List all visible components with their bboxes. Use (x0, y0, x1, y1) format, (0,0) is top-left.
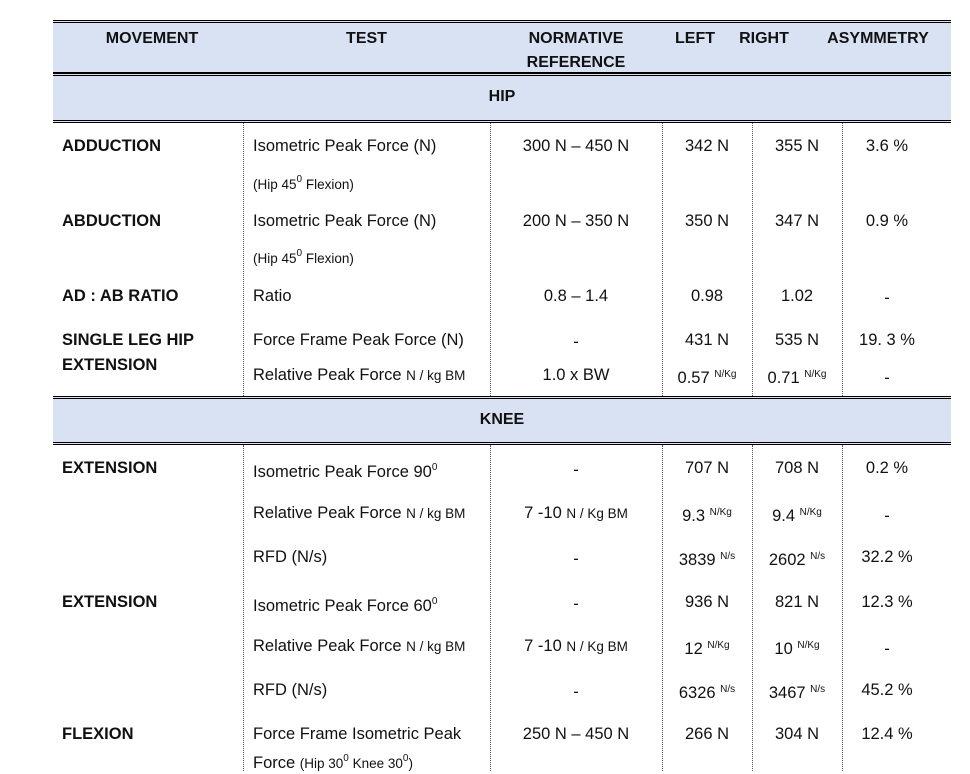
normative-extension-90-peak: - (573, 461, 579, 479)
right-single-leg-peak: 535 N (774, 331, 820, 349)
column-divider (842, 123, 843, 396)
left-flexion: 266 N (684, 725, 730, 743)
header-normative (490, 27, 662, 75)
test-extension-90-peak (253, 458, 437, 482)
test-extension-90-rfd: RFD (N/s) (253, 548, 328, 566)
asymmetry-extension-90-peak: 0.2 % (865, 459, 909, 477)
value: 3839 (678, 551, 721, 569)
section-hip (53, 73, 951, 123)
degree-sup: 0 (296, 174, 303, 185)
column-divider (490, 123, 491, 396)
right-extension-90-relative (752, 503, 842, 526)
normative-extension-60-rfd: - (573, 683, 579, 701)
left-extension-60-relative (662, 636, 752, 659)
movement-single-leg-line2: EXTENSION (62, 356, 158, 374)
value: 0.71 (767, 369, 800, 387)
test-adduction: Isometric Peak Force (N) (253, 137, 437, 155)
right-adduction: 355 N (774, 137, 820, 155)
section-title-knee: KNEE (479, 411, 525, 428)
note-text: ) (408, 756, 413, 771)
normative-single-leg-relative: 1.0 x BW (542, 366, 610, 384)
test-label: Isometric Peak Force 90 (253, 463, 432, 481)
test-single-leg-relative (253, 365, 465, 386)
header-normative-line2: REFERENCE (526, 54, 626, 71)
movement-extension-90: EXTENSION (62, 459, 158, 477)
normative-single-leg-peak: - (573, 333, 579, 351)
value: 12 (684, 640, 708, 658)
right-extension-60-relative (752, 636, 842, 659)
column-divider (662, 123, 663, 396)
value: 7 -10 (524, 504, 567, 522)
test-label: Relative Peak Force (253, 366, 407, 384)
column-divider (752, 123, 753, 396)
test-note-adduction (253, 170, 354, 195)
asymmetry-extension-60-rfd: 45.2 % (861, 681, 913, 699)
test-label: Relative Peak Force (253, 504, 407, 522)
degree-sup: 0 (296, 248, 303, 259)
note-text: Flexion) (302, 177, 354, 192)
right-extension-60-peak: 821 N (774, 593, 820, 611)
test-label: Relative Peak Force (253, 637, 407, 655)
normative-flexion: 250 N – 450 N (522, 725, 630, 743)
normative-adduction: 300 N – 450 N (522, 137, 630, 155)
normative-extension-90-relative (490, 503, 662, 524)
movement-flexion: FLEXION (62, 725, 134, 743)
left-extension-60-rfd (662, 680, 752, 703)
unit-sup: N/s (720, 684, 736, 695)
normative-abduction: 200 N – 350 N (522, 212, 630, 230)
unit-sup: N/Kg (797, 640, 820, 651)
value: 10 (774, 640, 798, 658)
left-extension-60-peak: 936 N (684, 593, 730, 611)
unit-label: N / Kg BM (566, 639, 628, 654)
header-asymmetry: ASYMMETRY (827, 30, 929, 47)
unit-sup: N/Kg (804, 369, 827, 380)
unit-sup: N/s (810, 684, 826, 695)
test-extension-60-peak (253, 592, 437, 616)
asymmetry-abduction: 0.9 % (865, 212, 909, 230)
test-extension-90-relative (253, 503, 465, 524)
movement-ratio: AD : AB RATIO (62, 287, 179, 305)
unit-sup: N/Kg (709, 507, 732, 518)
test-extension-60-rfd: RFD (N/s) (253, 681, 328, 699)
unit-label: N / Kg BM (566, 506, 628, 521)
unit-sup: N/s (720, 551, 736, 562)
left-ratio: 0.98 (690, 287, 724, 305)
test-ratio: Ratio (253, 287, 292, 305)
right-extension-90-rfd (752, 547, 842, 570)
degree-sup: 0 (431, 596, 438, 607)
column-divider (243, 445, 244, 771)
right-flexion: 304 N (774, 725, 820, 743)
value: 2602 (768, 551, 811, 569)
normative-ratio: 0.8 – 1.4 (543, 287, 609, 305)
asymmetry-extension-90-rfd: 32.2 % (861, 548, 913, 566)
unit-label: N / kg BM (406, 368, 466, 383)
asymmetry-ratio: - (884, 289, 890, 307)
asymmetry-single-leg-peak: 19. 3 % (859, 331, 915, 349)
right-single-leg-relative (752, 365, 842, 388)
header-normative-line1: NORMATIVE (528, 30, 624, 47)
left-single-leg-peak: 431 N (684, 331, 730, 349)
note-text: (Hip 30 (299, 756, 344, 771)
value: 3467 (768, 684, 811, 702)
left-adduction: 342 N (684, 137, 730, 155)
unit-sup: N/Kg (799, 507, 822, 518)
header-test: TEST (346, 30, 387, 47)
movement-single-leg-line1: SINGLE LEG HIP (62, 331, 195, 349)
right-abduction: 347 N (774, 212, 820, 230)
section-knee (53, 396, 951, 445)
value: 9.3 (682, 507, 710, 525)
unit-label: N / kg BM (406, 506, 466, 521)
test-single-leg-peak: Force Frame Peak Force (N) (253, 331, 464, 349)
right-extension-60-rfd (752, 680, 842, 703)
movement-abduction: ABDUCTION (62, 212, 161, 230)
degree-sup: 0 (402, 753, 409, 764)
test-abduction: Isometric Peak Force (N) (253, 212, 437, 230)
table-header (53, 20, 951, 75)
asymmetry-extension-60-peak: 12.3 % (861, 593, 913, 611)
normative-extension-90-rfd: - (573, 550, 579, 568)
unit-sup: N/s (810, 551, 826, 562)
test-note (299, 753, 413, 771)
section-title-hip: HIP (488, 88, 516, 105)
normative-extension-60-relative (490, 636, 662, 657)
asymmetry-flexion: 12.4 % (861, 725, 913, 743)
right-extension-90-peak: 708 N (774, 459, 820, 477)
left-extension-90-rfd (662, 547, 752, 570)
asymmetry-adduction: 3.6 % (865, 137, 909, 155)
value: 0.57 (677, 369, 710, 387)
test-label: Isometric Peak Force 60 (253, 597, 432, 615)
value: 9.4 (772, 507, 800, 525)
movement-adduction: ADDUCTION (62, 137, 161, 155)
degree-sup: 0 (343, 753, 349, 764)
note-text: Flexion) (302, 251, 354, 266)
movement-extension-60: EXTENSION (62, 593, 158, 611)
test-extension-60-relative (253, 636, 465, 657)
asymmetry-extension-60-relative: - (884, 640, 890, 658)
unit-sup: N/Kg (714, 369, 737, 380)
test-note-abduction (253, 244, 354, 269)
asymmetry-single-leg-relative: - (884, 369, 890, 387)
note-text: (Hip 45 (253, 251, 297, 266)
unit-sup: N/Kg (707, 640, 730, 651)
asymmetry-extension-90-relative: - (884, 507, 890, 525)
left-single-leg-relative (662, 365, 752, 388)
left-abduction: 350 N (684, 212, 730, 230)
column-divider (243, 123, 244, 396)
degree-sup: 0 (431, 462, 438, 473)
test-flexion-line1: Force Frame Isometric Peak (253, 725, 462, 743)
value: 6326 (678, 684, 721, 702)
header-right: RIGHT (739, 30, 789, 47)
normative-extension-60-peak: - (573, 595, 579, 613)
left-extension-90-relative (662, 503, 752, 526)
unit-label: N / kg BM (406, 639, 466, 654)
header-left: LEFT (675, 30, 715, 47)
right-ratio: 1.02 (780, 287, 814, 305)
left-extension-90-peak: 707 N (684, 459, 730, 477)
header-movement: MOVEMENT (105, 30, 199, 47)
value: 7 -10 (524, 637, 567, 655)
note-text: (Hip 45 (253, 177, 297, 192)
test-label: Force (253, 754, 300, 772)
note-text: Knee 30 (348, 756, 403, 771)
test-flexion-line2 (253, 749, 413, 774)
